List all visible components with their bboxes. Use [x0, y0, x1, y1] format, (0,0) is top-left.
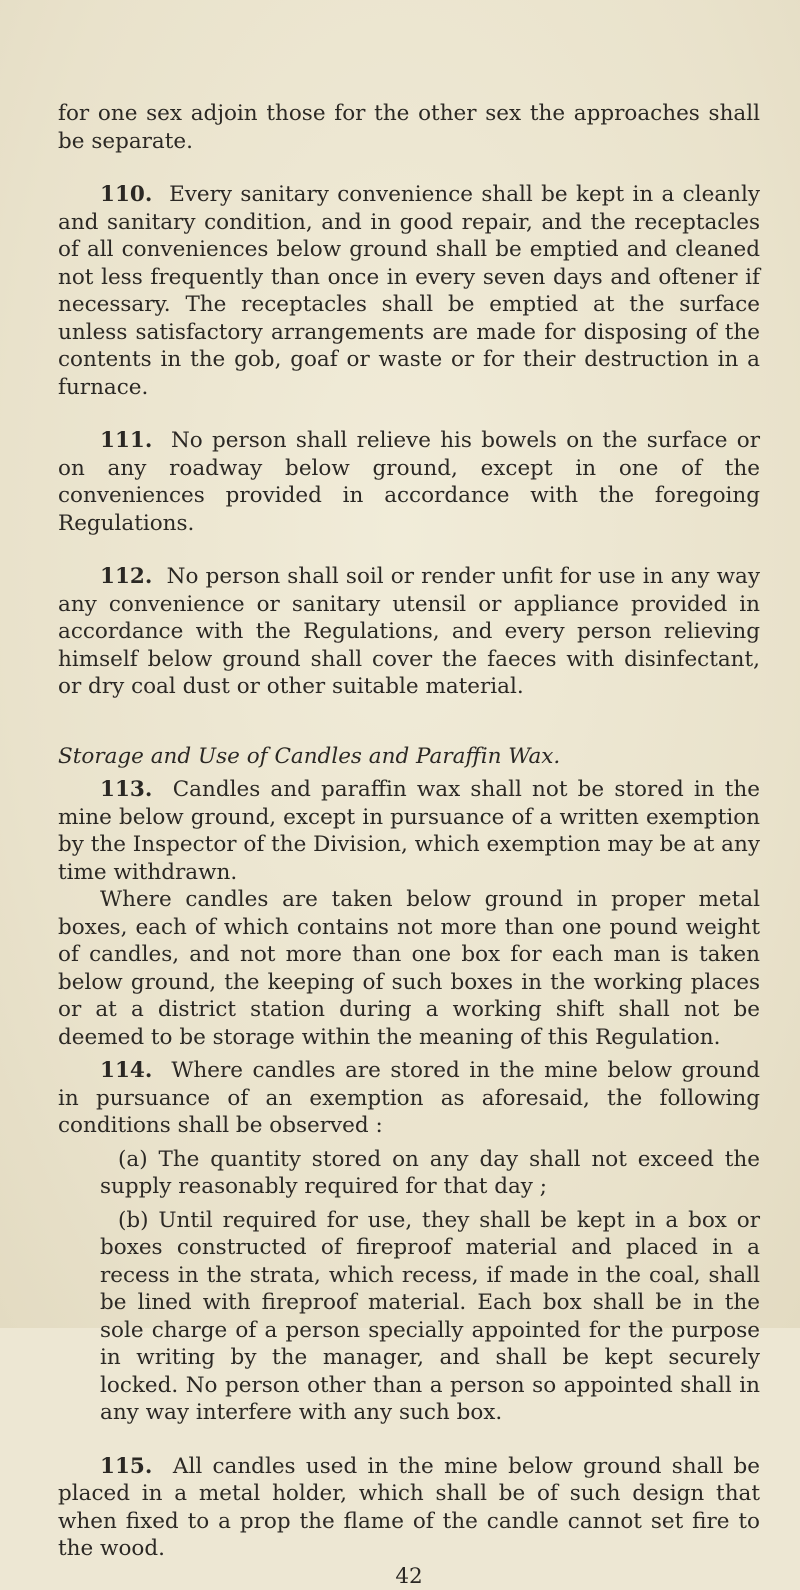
regulation-text: Every sanitary convenience shall be kept in a cleanly and sanitary condition, and in good repair, and the receptacles of all conveniences below ground shall be emptied and cleaned not less frequently than once in every seven days and oftener if necessary. The receptacles shall be emptied at the surface unless satisfactory arrangements are made for disposing of the contents in the gob, goaf or waste or for their destruction in a furnace.: [58, 182, 760, 400]
regulation-number: 112.: [100, 564, 152, 589]
section-heading: Storage and Use of Candles and Paraffin Wax.: [58, 743, 760, 771]
regulation-113-continued: Where candles are taken below ground in proper metal boxes, each of which contains not more than one pound weight of candles, and not more than one box for each man is taken below ground, the keeping of such boxes in the working places or at a district station during a working shift shall not be deemed to be storage within the meaning of this Regulation.: [58, 886, 760, 1051]
regulation-number: 111.: [100, 428, 152, 453]
regulation-text: All candles used in the mine below ground shall be placed in a metal holder, which shall be of such design that when fixed to a prop the flame of the candle cannot set fire to the wood.: [58, 1454, 760, 1562]
regulation-number: 114.: [100, 1058, 152, 1083]
regulation-115: [58, 1453, 760, 1563]
regulation-number: 110.: [100, 182, 152, 207]
regulation-text: No person shall relieve his bowels on the surface or on any roadway below ground, except in one of the conveniences provided in accordance with the foregoing Regulations.: [58, 428, 760, 536]
regulation-111: [58, 427, 760, 537]
regulation-text: No person shall soil or render unfit for use in any way any convenience or sanitary utensil or appliance provided in accordance with the Regulations, and every person relieving himself below ground shall cover the faeces with disinfectant, or dry coal dust or other suitable material.: [58, 564, 760, 699]
page-number: 42: [58, 1563, 760, 1590]
regulation-text: Candles and paraffin wax shall not be stored in the mine below ground, except in pursuance of a written exemption by the Inspector of the Division, which exemption may be at any time withdrawn.: [58, 777, 760, 885]
regulation-number: 115.: [100, 1454, 152, 1479]
regulation-110: [58, 181, 760, 401]
regulation-114: [58, 1057, 760, 1140]
regulation-114-item-a: (a) The quantity stored on any day shall not exceed the supply reasonably required for that day ;: [58, 1146, 760, 1201]
continuation-paragraph: for one sex adjoin those for the other sex the approaches shall be separate.: [58, 100, 760, 155]
regulation-text: Where candles are stored in the mine below ground in pursuance of an exemption as aforesaid, the following conditions shall be observed :: [58, 1058, 760, 1138]
regulation-number: 113.: [100, 777, 152, 802]
regulation-114-item-b: (b) Until required for use, they shall be kept in a box or boxes constructed of fireproof material and placed in a recess in the strata, which recess, if made in the coal, shall be lined with fireproof material. Each box shall be in the sole charge of a person specially appointed for the purpose in writing by the manager, and shall be kept securely locked. No person other than a person so appointed shall in any way interfere with any such box.: [58, 1207, 760, 1427]
regulation-113: [58, 776, 760, 886]
regulation-112: [58, 563, 760, 701]
